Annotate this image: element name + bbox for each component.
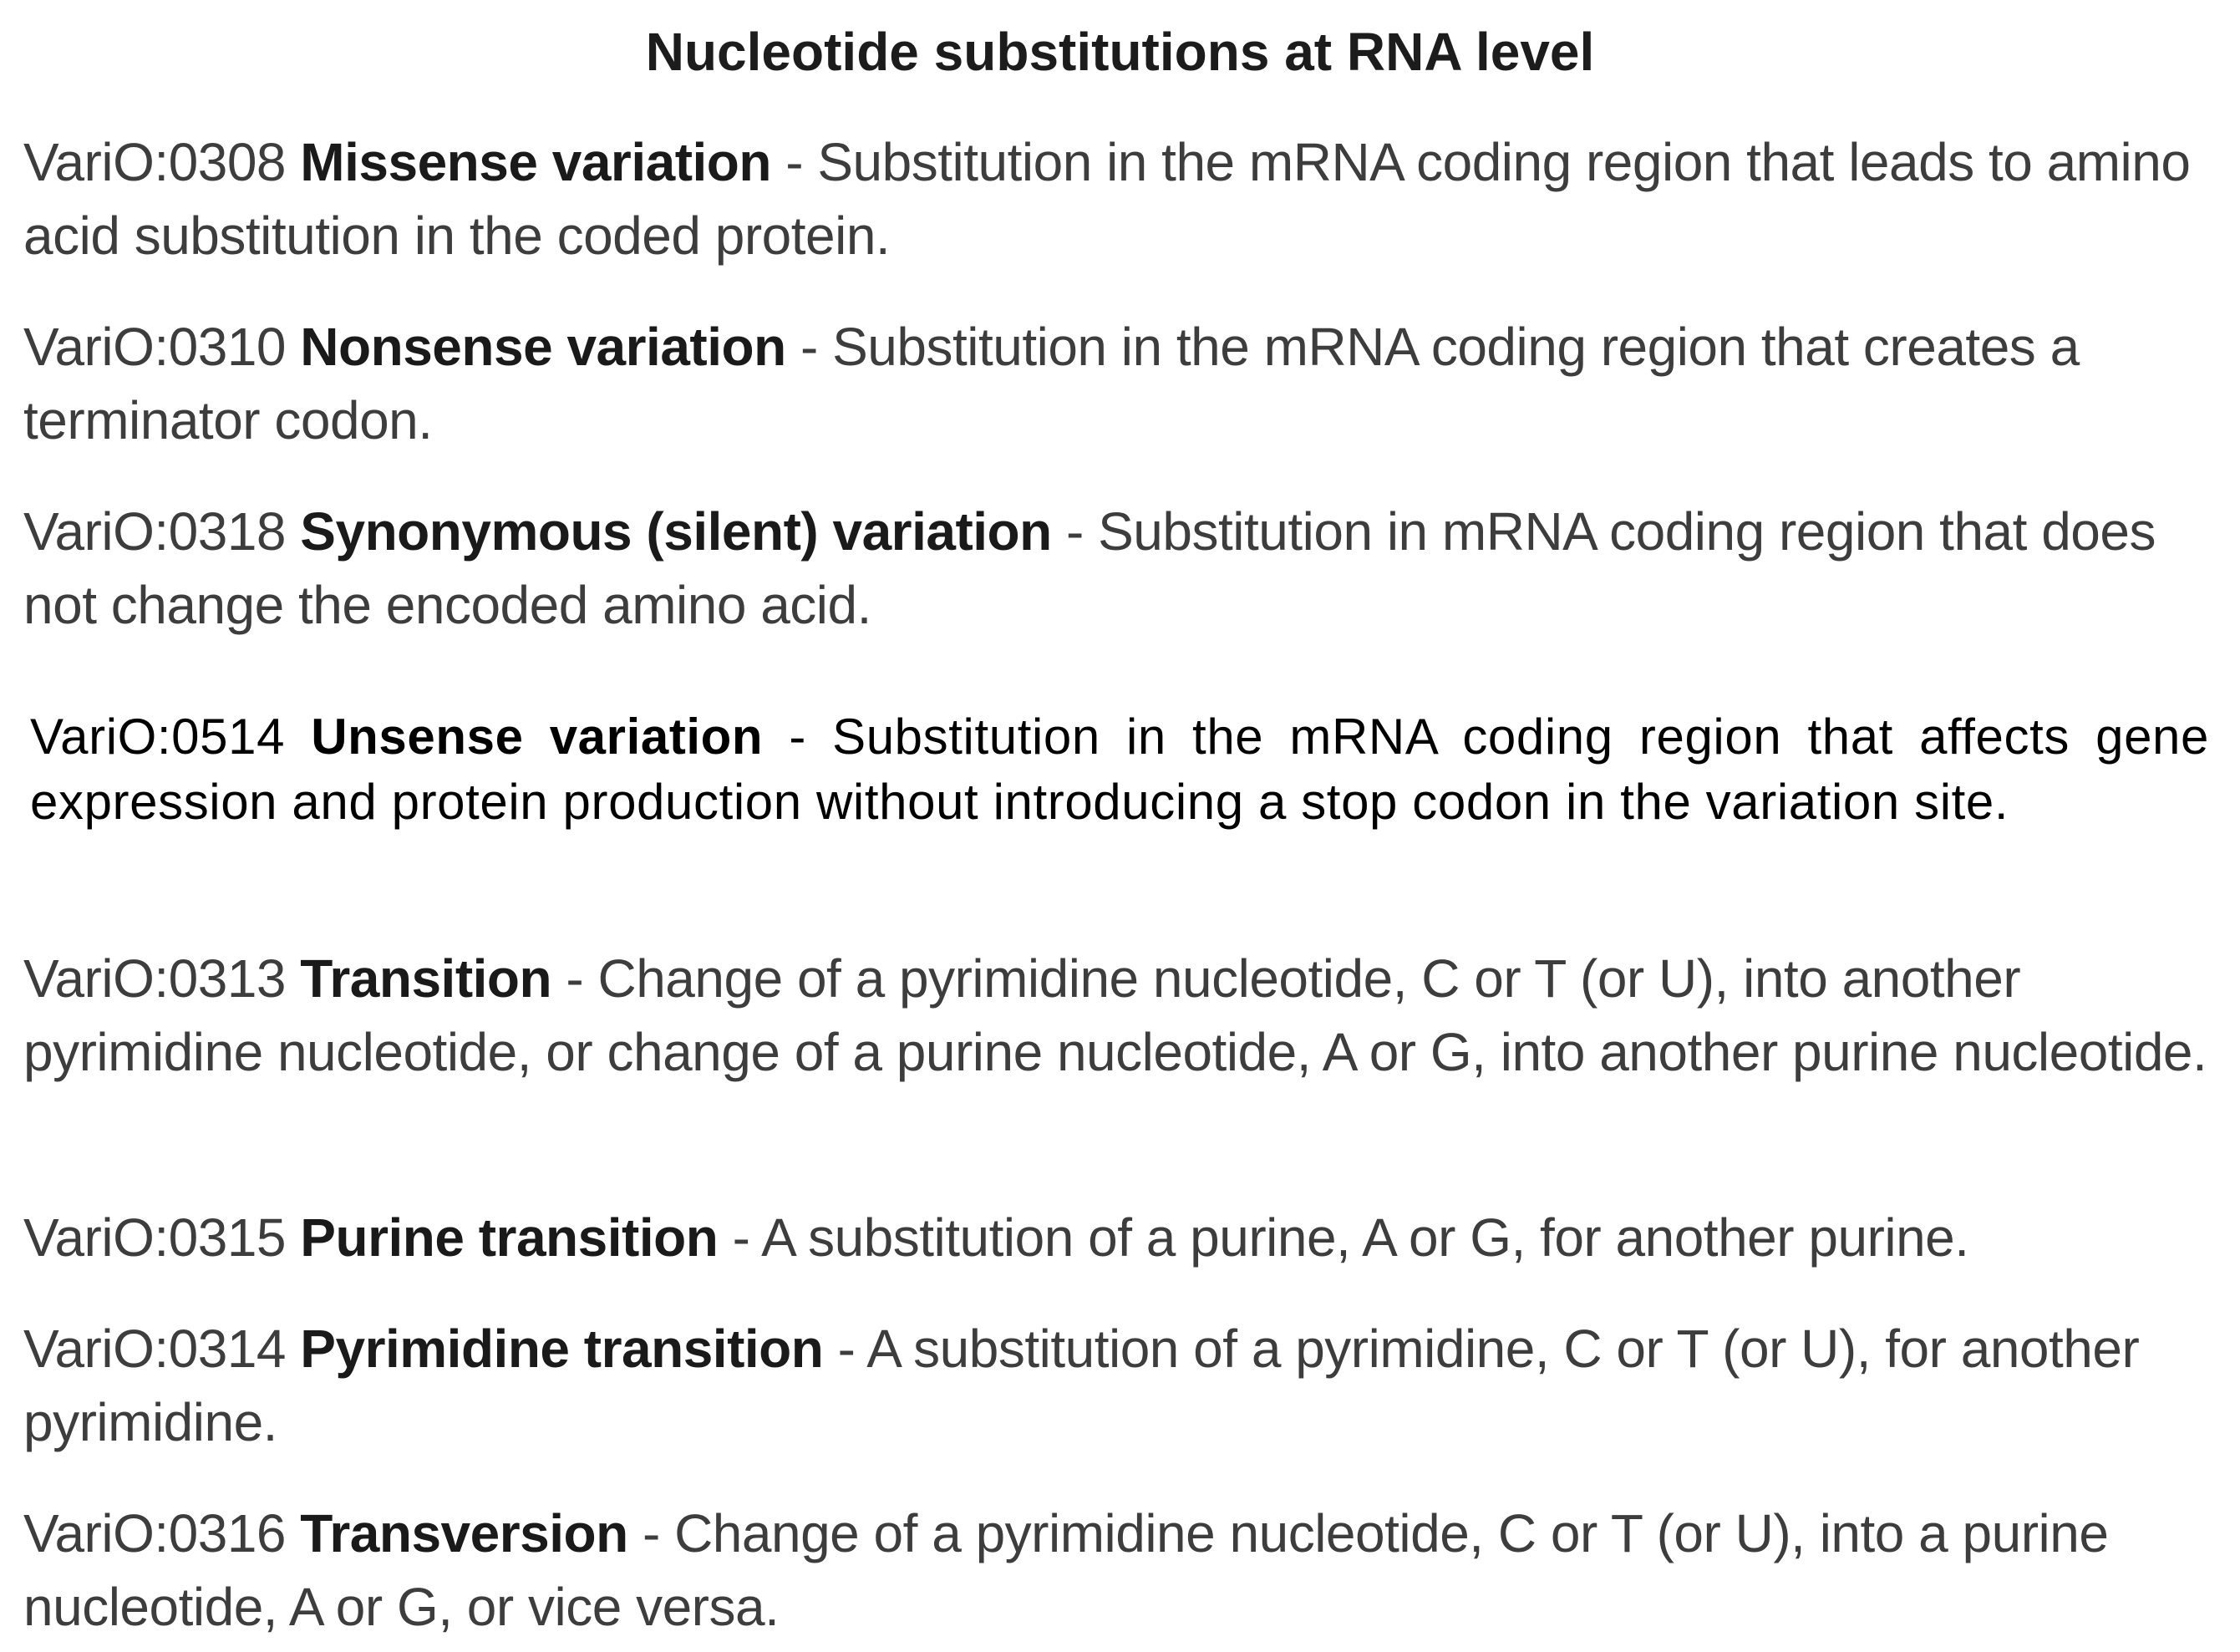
entry-definition: Substitution in the mRNA coding region that creates a terminator codon. bbox=[23, 317, 2080, 450]
entry-definition: A substitution of a purine, A or G, for another purine. bbox=[761, 1207, 1969, 1268]
entry-id: VariO:0315 bbox=[23, 1207, 286, 1268]
entry-id: VariO:0313 bbox=[23, 948, 286, 1009]
entry-term: Pyrimidine transition bbox=[300, 1319, 824, 1379]
entry-nonsense-variation bbox=[23, 310, 2212, 457]
entry-unsense-variation bbox=[30, 704, 2209, 835]
entry-term: Synonymous (silent) variation bbox=[300, 501, 1052, 562]
entry-transversion bbox=[23, 1497, 2212, 1644]
entry-id: VariO:0316 bbox=[23, 1503, 286, 1563]
entry-synonymous-variation bbox=[23, 495, 2212, 642]
page-title: Nucleotide substitutions at RNA level bbox=[645, 22, 1595, 82]
entry-definition: Change of a pyrimidine nucleotide, C or T (or U), into a purine nucleotide, A or G, or vice versa. bbox=[23, 1503, 2109, 1637]
entry-id: VariO:0308 bbox=[23, 132, 286, 192]
entry-definition: Substitution in mRNA coding region that does not change the encoded amino acid. bbox=[23, 501, 2156, 635]
entry-term: Transversion bbox=[300, 1503, 628, 1563]
entry-definition: Substitution in the mRNA coding region that leads to amino acid substitution in the coded protein. bbox=[23, 132, 2191, 266]
entry-separator: - bbox=[1051, 501, 1099, 562]
entry-separator: - bbox=[718, 1207, 762, 1268]
entry-id: VariO:0310 bbox=[23, 317, 286, 377]
entry-separator: - bbox=[770, 132, 818, 192]
entry-pyrimidine-transition bbox=[23, 1312, 2212, 1459]
entry-term: Purine transition bbox=[300, 1207, 719, 1268]
entry-separator: - bbox=[785, 317, 833, 377]
entry-separator: - bbox=[823, 1319, 867, 1379]
entry-term: Nonsense variation bbox=[300, 317, 786, 377]
entry-missense-variation bbox=[23, 125, 2212, 272]
entry-term: Transition bbox=[300, 948, 552, 1009]
entry-separator: - bbox=[551, 948, 598, 1009]
entry-definition: Substitution in the mRNA coding region that affects gene expression and protein production without introducing a stop codon in the variation site. bbox=[30, 709, 2209, 830]
entry-definition: A substitution of a pyrimidine, C or T (or U), for another pyrimidine. bbox=[23, 1319, 2140, 1452]
entry-purine-transition bbox=[23, 1201, 2212, 1274]
entry-separator: - bbox=[763, 709, 833, 765]
entry-transition bbox=[23, 942, 2212, 1089]
entry-separator: - bbox=[627, 1503, 675, 1563]
entry-term: Unsense variation bbox=[311, 709, 764, 765]
entry-id: VariO:0514 bbox=[30, 709, 286, 765]
entry-term: Missense variation bbox=[300, 132, 771, 192]
entry-id: VariO:0318 bbox=[23, 501, 286, 562]
entry-definition: Change of a pyrimidine nucleotide, C or T (or U), into another pyrimidine nucleotide, or change of a purine nucleotide, A or G, into another purine nucleotide. bbox=[23, 948, 2207, 1082]
entry-id: VariO:0314 bbox=[23, 1319, 286, 1379]
